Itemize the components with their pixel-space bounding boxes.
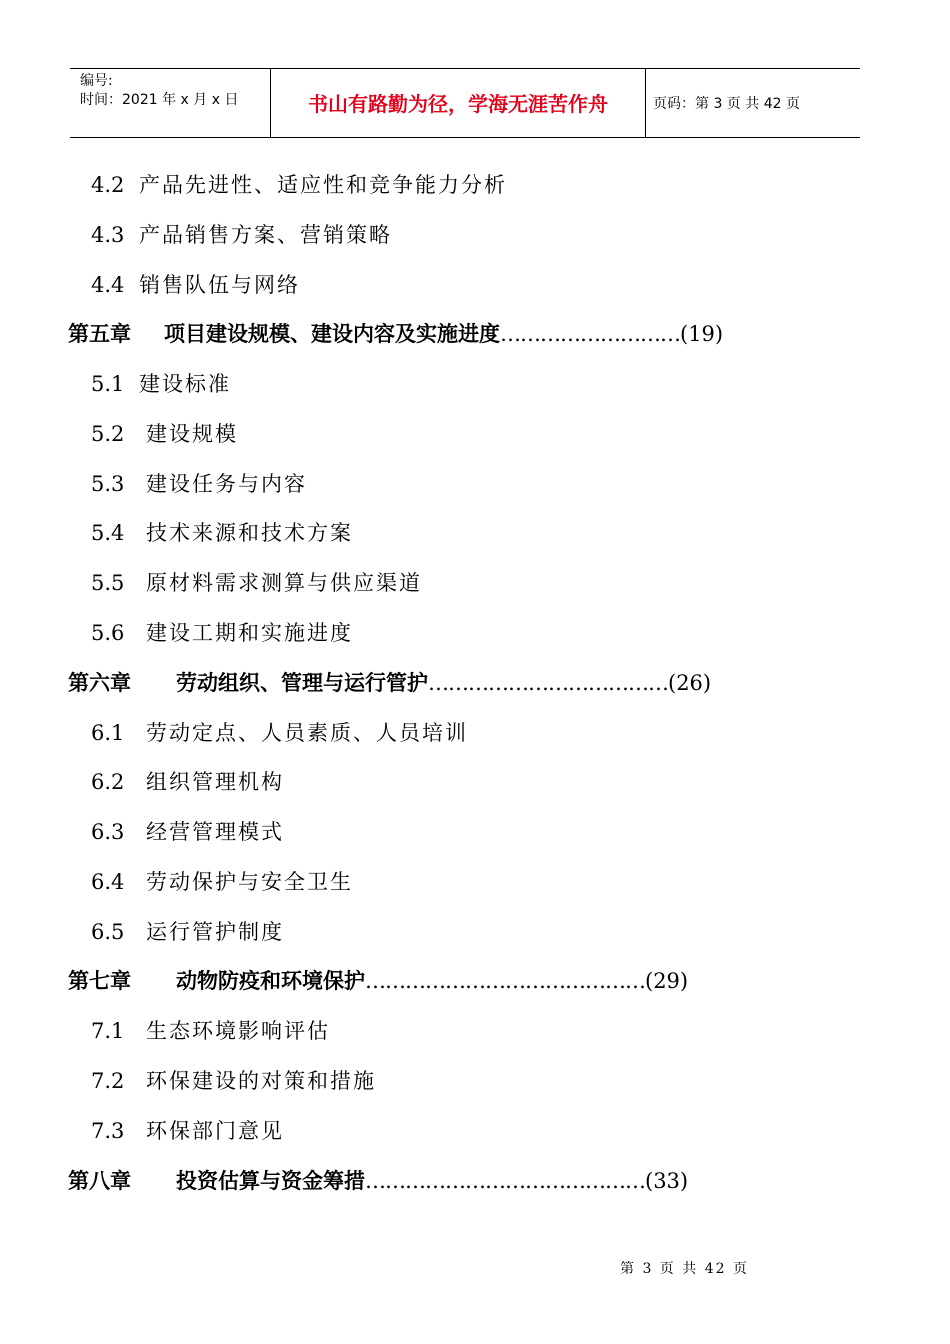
toc-section-title: 原材料需求测算与供应渠道 [146,571,422,595]
toc-section-5-6 [91,618,353,648]
header-motto: 书山有路勤为径，学海无涯苦作舟 [308,92,608,116]
toc-section-number: 4.2 [91,173,125,197]
toc-section-number: 5.4 [91,521,125,545]
toc-section-6-1 [91,718,468,748]
header-motto-cell [270,69,646,137]
document-number-label: 编号: [80,73,113,89]
document-header [70,68,860,138]
toc-section-number: 5.5 [91,571,125,595]
toc-section-6-4 [91,867,353,897]
toc-chapter-title: 劳动组织、管理与运行管护 [176,671,428,695]
toc-section-title: 产品销售方案、营销策略 [139,223,392,247]
toc-section-4-4 [91,270,300,300]
toc-section-4-2 [91,170,507,200]
header-page-label: 页码：第 3 页 共 42 页 [653,96,800,112]
toc-page-number: (19) [680,322,724,346]
toc-leader-dots: …………………………………… [365,969,645,993]
toc-section-title: 劳动定点、人员素质、人员培训 [146,721,468,745]
toc-section-number: 5.1 [91,372,125,396]
toc-page-number: (29) [645,969,689,993]
toc-section-number: 5.6 [91,621,125,645]
toc-section-7-1 [91,1016,330,1046]
toc-page-number: (26) [668,671,712,695]
toc-section-title: 经营管理模式 [146,820,284,844]
toc-chapter-5 [68,319,723,349]
toc-section-title: 环保部门意见 [146,1119,284,1143]
toc-chapter-8 [68,1166,688,1196]
toc-section-title: 建设规模 [146,422,238,446]
toc-leader-dots: ……………………… [500,322,680,346]
toc-chapter-number: 第六章 [68,671,131,695]
document-time-label: 时间：2021 年 x 月 x 日 [80,92,239,108]
toc-section-title: 产品先进性、适应性和竞争能力分析 [139,173,507,197]
toc-section-number: 7.2 [91,1069,125,1093]
header-page-cell [645,69,860,137]
toc-section-5-4 [91,518,353,548]
toc-section-number: 6.3 [91,820,125,844]
toc-section-number: 4.3 [91,223,125,247]
toc-section-title: 建设工期和实施进度 [146,621,353,645]
toc-section-4-3 [91,220,392,250]
toc-chapter-title: 投资估算与资金筹措 [176,1169,365,1193]
toc-section-7-3 [91,1116,284,1146]
toc-chapter-6 [68,668,711,698]
toc-section-title: 生态环境影响评估 [146,1019,330,1043]
toc-chapter-7 [68,966,688,996]
toc-section-title: 销售队伍与网络 [139,273,300,297]
toc-section-title: 建设标准 [139,372,231,396]
toc-section-5-2 [91,419,238,449]
toc-section-title: 劳动保护与安全卫生 [146,870,353,894]
toc-section-5-1 [91,369,231,399]
toc-page-number: (33) [645,1169,689,1193]
toc-section-number: 7.1 [91,1019,125,1043]
toc-chapter-number: 第七章 [68,969,131,993]
toc-leader-dots: …………………………………… [365,1169,645,1193]
toc-section-5-5 [91,568,422,598]
toc-section-title: 组织管理机构 [146,770,284,794]
toc-section-number: 7.3 [91,1119,125,1143]
toc-section-number: 6.1 [91,721,125,745]
toc-section-title: 运行管护制度 [146,920,284,944]
toc-section-6-3 [91,817,284,847]
toc-section-7-2 [91,1066,376,1096]
page-footer: 第 3 页 共 42 页 [620,1261,749,1277]
header-info-cell [70,69,270,137]
toc-section-number: 6.5 [91,920,125,944]
toc-section-6-5 [91,917,284,947]
toc-section-6-2 [91,767,284,797]
toc-section-number: 5.3 [91,472,125,496]
toc-chapter-title: 项目建设规模、建设内容及实施进度 [164,322,500,346]
toc-section-title: 环保建设的对策和措施 [146,1069,376,1093]
toc-section-number: 5.2 [91,422,125,446]
toc-section-5-3 [91,469,307,499]
toc-section-number: 6.2 [91,770,125,794]
toc-leader-dots: ……………………………… [428,671,668,695]
toc-section-number: 4.4 [91,273,125,297]
toc-section-title: 技术来源和技术方案 [146,521,353,545]
toc-chapter-title: 动物防疫和环境保护 [176,969,365,993]
toc-chapter-number: 第八章 [68,1169,131,1193]
toc-section-title: 建设任务与内容 [146,472,307,496]
toc-chapter-number: 第五章 [68,322,131,346]
toc-section-number: 6.4 [91,870,125,894]
